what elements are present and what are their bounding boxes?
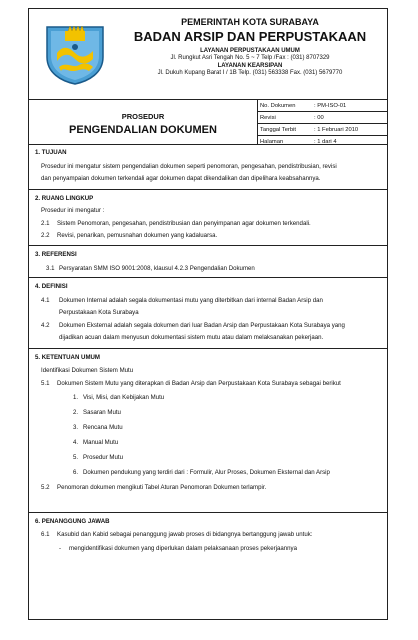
list-number: 6.1 [41, 531, 50, 538]
list-number: 4.2 [41, 322, 50, 329]
section-heading: 4. DEFINISI [35, 283, 68, 290]
meta-value: : 1 Februari 2010 [314, 126, 359, 133]
list-text: Revisi, penarikan, pemusnahan dokumen yang kadaluarsa. [57, 232, 218, 239]
section-heading: 2. RUANG LINGKUP [35, 195, 94, 202]
sublist-number: 6. [73, 469, 79, 476]
meta-row [257, 112, 387, 124]
bullet-text: mengidentifikasi dokumen yang diperlukan dalam pelaksanaan proses pekerjaannya [69, 545, 297, 552]
organization-block [121, 17, 379, 78]
sublist-number: 3. [73, 424, 79, 431]
sublist-text: Visi, Misi, dan Kebijakan Mutu [83, 394, 165, 401]
paragraph-line: dan penyampaian dokumen terkendali agar dokumen dapat dikendalikan dan dipelihara keabsahannya. [41, 175, 321, 182]
sublist-text: Manual Mutu [83, 439, 119, 446]
agency-name: BADAN ARSIP DAN PERPUSTAKAAN [133, 29, 367, 45]
section-heading: 5. KETENTUAN UMUM [35, 354, 100, 361]
document-header [29, 9, 387, 100]
paragraph-line: Prosedur ini mengatur : [41, 207, 105, 214]
sublist-number: 2. [73, 409, 79, 416]
meta-row [257, 124, 387, 136]
list-text: Perpustakaan Kota Surabaya [59, 309, 139, 316]
section-heading: 1. TUJUAN [35, 149, 67, 156]
meta-row [257, 100, 387, 112]
section-divider [29, 348, 387, 349]
meta-value: : 1 dari 4 [314, 138, 337, 145]
list-text: Sistem Penomoran, pengesahan, pendistribusian dan penyimpanan agar dokumen terkendali. [57, 220, 311, 227]
sublist-number: 5. [73, 454, 79, 461]
list-text: Dokumen Eksternal adalah segala dokumen dari luar Badan Arsip dan Perpustakaan Kota Surabaya yang [59, 322, 345, 329]
paragraph-line: Identifikasi Dokumen Sistem Mutu [41, 367, 134, 374]
document-title: PENGENDALIAN DOKUMEN [69, 124, 217, 136]
sublist-number: 1. [73, 394, 79, 401]
section-divider [29, 189, 387, 190]
document-page [28, 8, 388, 620]
paragraph-line: Prosedur ini mengatur sistem pengendalian dokumen seperti penomoran, pengesahan, pendistribusian, revisi [41, 163, 337, 170]
meta-value: : PM-ISO-01 [314, 102, 347, 109]
list-text: dijadikan acuan dalam menyusun dokumentasi sistem mutu atau dalam melaksanakan pekerjaan. [59, 334, 324, 341]
section-heading: 3. REFERENSI [35, 251, 77, 258]
list-number: 2.1 [41, 220, 50, 227]
list-text: Dokumen Internal adalah segala dokumentasi mutu yang diterbitkan dari internal Badan Arsip dan [59, 297, 323, 304]
sublist-text: Rencana Mutu [83, 424, 123, 431]
address-library: Jl. Rungkut Asri Tengah No. 5 ~ 7 Telp /Fax : (031) 8707329 [170, 55, 330, 61]
list-number: 3.1 [46, 265, 55, 272]
service-public-library: LAYANAN PERPUSTAKAAN UMUM [200, 47, 300, 54]
sublist-text: Sasaran Mutu [83, 409, 121, 416]
meta-key: No. Dokumen [260, 102, 296, 109]
government-name: PEMERINTAH KOTA SURABAYA [181, 17, 319, 27]
section-heading: 6. PENANGGUNG JAWAB [35, 518, 110, 525]
sublist-number: 4. [73, 439, 79, 446]
sublist-text: Dokumen pendukung yang terdiri dari : Formulir, Alur Proses, Dokumen Eksternal dan Arsip [83, 469, 330, 476]
title-block [29, 100, 258, 144]
section-divider [29, 512, 387, 513]
section-divider [29, 277, 387, 278]
list-text: Kasubid dan Kabid sebagai penanggung jawab proses di bidangnya bertanggung jawab untuk: [57, 531, 313, 538]
meta-key: Tanggal Terbit [260, 126, 296, 133]
list-number: 2.2 [41, 232, 50, 239]
list-text: Persyaratan SMM ISO 9001:2008, klausul 4.2.3 Pengendalian Dokumen [59, 265, 255, 272]
meta-key: Halaman [260, 138, 284, 145]
address-archives: Jl. Dukuh Kupang Barat I / 1B Telp. (031) 563338 Fax. (031) 5679770 [157, 70, 343, 76]
dash-bullet: - [59, 545, 62, 552]
document-kind: PROSEDUR [121, 112, 165, 121]
surabaya-emblem-logo [39, 23, 111, 85]
service-archives: LAYANAN KEARSIPAN [217, 62, 283, 69]
list-text: Penomoran dokumen mengikuti Tabel Aturan Penomoran Dokumen terlampir. [57, 484, 267, 491]
meta-key: Revisi [260, 114, 276, 121]
document-title-bar [29, 100, 387, 145]
meta-row [257, 136, 387, 147]
list-text: Dokumen Sistem Mutu yang diterapkan di Badan Arsip dan Perpustakaan Kota Surabaya sebagai berikut [57, 380, 341, 387]
document-meta-table [257, 100, 387, 147]
list-number: 5.1 [41, 380, 50, 387]
section-divider [29, 245, 387, 246]
sublist-text: Prosedur Mutu [83, 454, 123, 461]
list-number: 4.1 [41, 297, 50, 304]
list-number: 5.2 [41, 484, 50, 491]
meta-value: : 00 [314, 114, 324, 121]
